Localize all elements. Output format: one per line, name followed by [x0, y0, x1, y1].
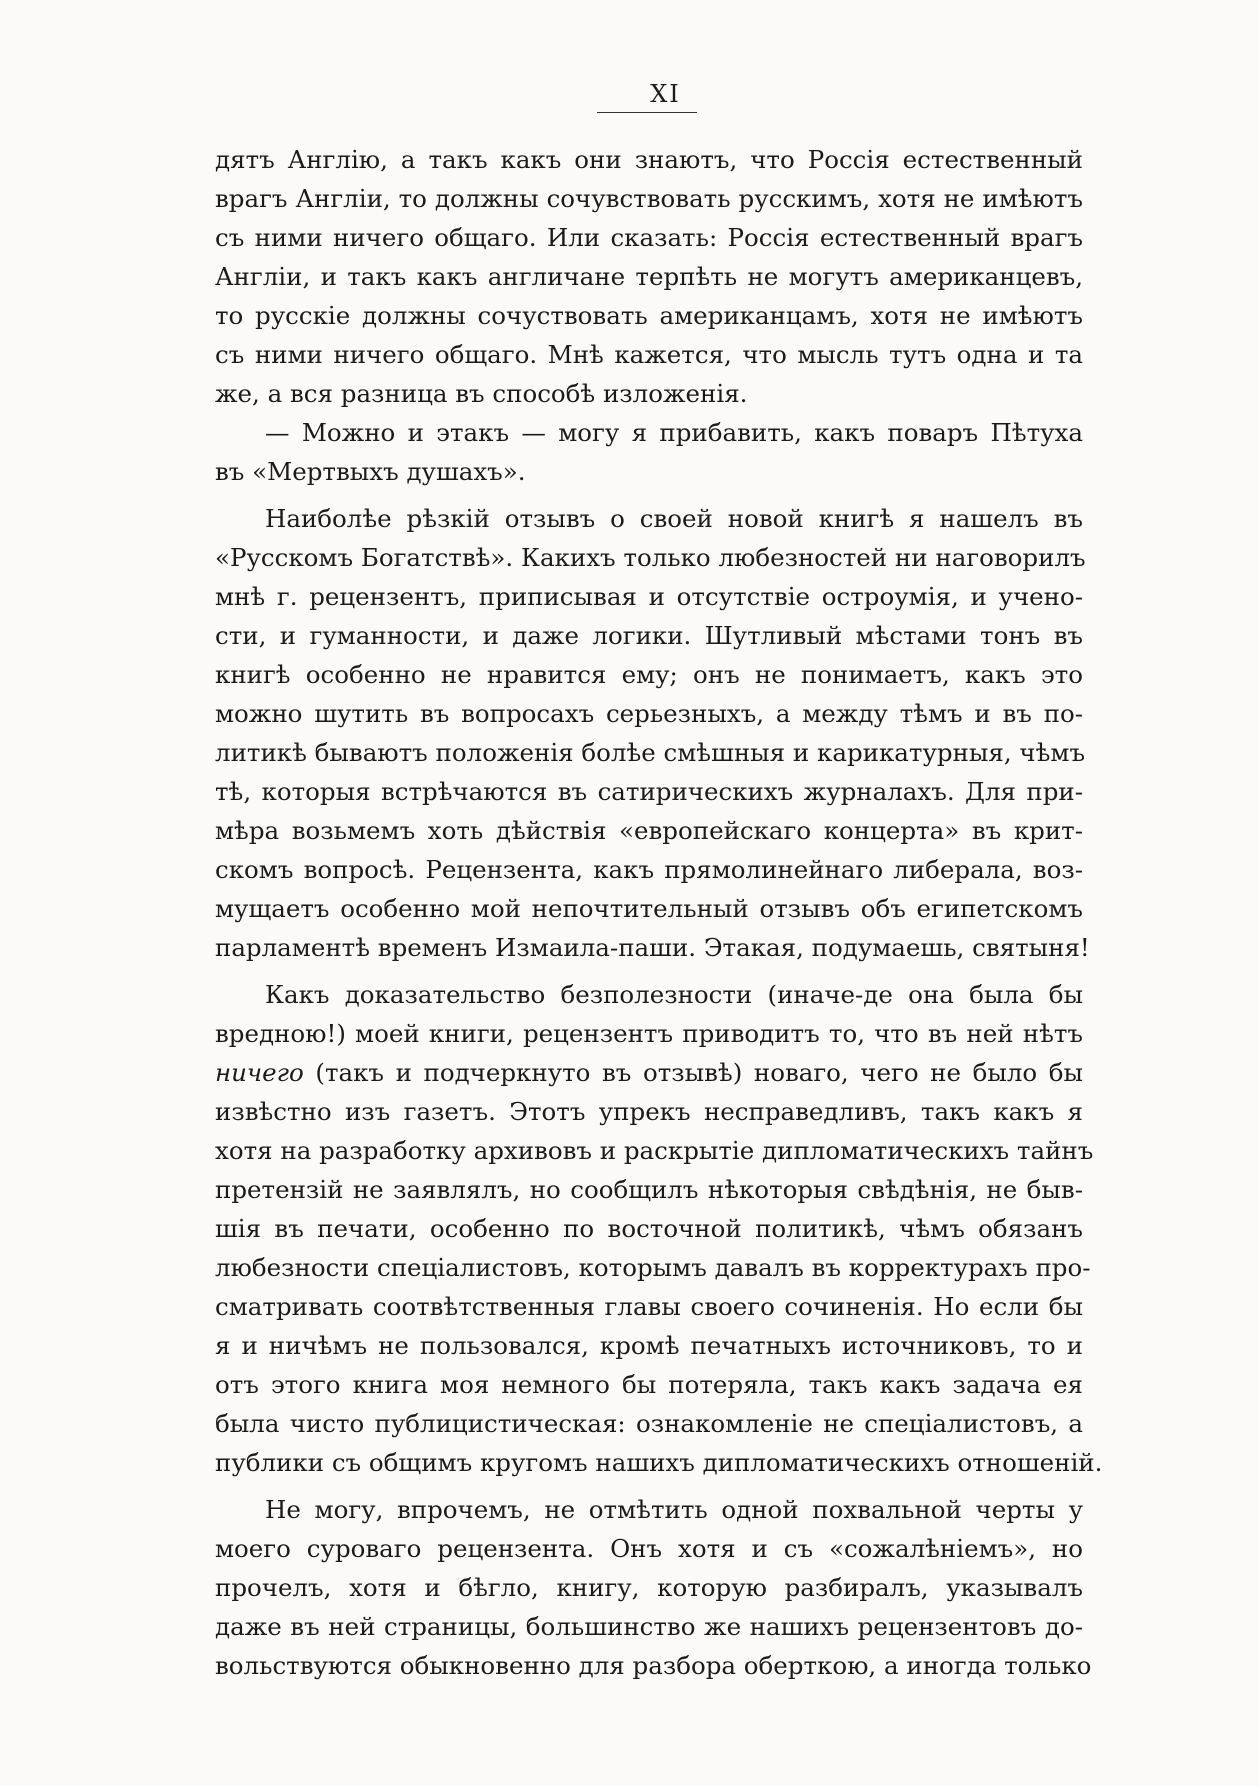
text-line: то русскіе должны сочуствовать американцамъ, хотя не имѣютъ: [215, 301, 1083, 330]
text-line: сти, и гуманности, и даже логики. Шутливый мѣстами тонъ въ: [215, 621, 1083, 650]
text-line: моего суроваго рецензента. Онъ хотя и съ «сожалѣніемъ», но: [215, 1534, 1083, 1563]
text-line: я и ничѣмъ не пользовался, кромѣ печатныхъ источниковъ, то и: [215, 1331, 1083, 1360]
paragraph: [215, 140, 1083, 413]
text-line: дятъ Англію, а такъ какъ они знаютъ, что Россія естественный: [215, 145, 1083, 174]
text-line-with-italic: [215, 1053, 1083, 1092]
text-line: вредною!) моей книги, рецензентъ приводитъ то, что въ ней нѣтъ: [215, 1019, 1083, 1048]
header-rule: [597, 112, 697, 113]
paragraph: [215, 413, 1083, 491]
text-line: любезности спеціалистовъ, которымъ давалъ въ корректурахъ про-: [215, 1253, 1091, 1282]
line-remainder: (такъ и подчеркнуто въ отзывѣ) новаго, чего не было бы: [303, 1058, 1083, 1087]
text-line: — Можно и этакъ — могу я прибавить, какъ поваръ Пѣтуха: [265, 418, 1083, 447]
text-line: книгѣ особенно не нравится ему; онъ не понимаетъ, какъ это: [215, 660, 1083, 689]
text-line: литикѣ бываютъ положенія болѣе смѣшныя и карикатурныя, чѣмъ: [215, 738, 1086, 767]
text-line: Англіи, и такъ какъ англичане терпѣть не могутъ американцевъ,: [215, 262, 1083, 291]
text-line: даже въ ней страницы, большинство же нашихъ рецензентовъ до-: [215, 1612, 1083, 1641]
page-number: XI: [650, 80, 681, 108]
body-text: [215, 140, 1103, 1685]
text-line: шія въ печати, особенно по восточной политикѣ, чѣмъ обязанъ: [215, 1214, 1083, 1243]
text-line: сматривать соотвѣтственныя главы своего сочиненія. Но если бы: [215, 1292, 1083, 1321]
text-line: мнѣ г. рецензентъ, приписывая и отсутствіе остроумія, и учено-: [215, 582, 1083, 611]
text-line: публики съ общимъ кругомъ нашихъ дипломатическихъ отношеній.: [215, 1448, 1103, 1477]
text-line: Наиболѣе рѣзкій отзывъ о своей новой книгѣ я нашелъ въ: [265, 504, 1083, 533]
text-line: врагъ Англіи, то должны сочувствовать русскимъ, хотя не имѣютъ: [215, 184, 1083, 213]
text-line: «Русскомъ Богатствѣ». Какихъ только любезностей ни наговорилъ: [215, 543, 1086, 572]
paragraph: [215, 499, 1090, 967]
text-line: претензій не заявлялъ, но сообщилъ нѣкоторыя свѣдѣнія, не быв-: [215, 1175, 1083, 1204]
italic-emphasis: ничего: [215, 1058, 304, 1087]
text-line: тѣ, которыя встрѣчаются въ сатирическихъ журналахъ. Для при-: [215, 777, 1083, 806]
text-line: скомъ вопросѣ. Рецензента, какъ прямолинейнаго либерала, воз-: [215, 855, 1083, 884]
paragraph: [215, 975, 1103, 1482]
text-line: мущаетъ особенно мой непочтительный отзывъ объ египетскомъ: [215, 894, 1083, 923]
text-line: отъ этого книга моя немного бы потеряла, такъ какъ задача ея: [215, 1370, 1083, 1399]
text-line: Какъ доказательство безполезности (иначе-де она была бы: [265, 980, 1083, 1009]
text-line: съ ними ничего общаго. Или сказать: Россія естественный врагъ: [215, 223, 1083, 252]
text-line: была чисто публицистическая: ознакомленіе не спеціалистовъ, а: [215, 1409, 1083, 1438]
text-line: вольствуются обыкновенно для разбора оберткою, а иногда только: [215, 1651, 1092, 1680]
text-line: же, а вся разница въ способѣ изложенія.: [215, 379, 748, 408]
paragraph: [215, 1490, 1092, 1685]
text-line: можно шутить въ вопросахъ серьезныхъ, а между тѣмъ и въ по-: [215, 699, 1083, 728]
text-line: извѣстно изъ газетъ. Этотъ упрекъ несправедливъ, такъ какъ я: [215, 1097, 1083, 1126]
text-line: прочелъ, хотя и бѣгло, книгу, которую разбиралъ, указывалъ: [215, 1573, 1083, 1602]
text-line: парламентѣ временъ Измаила-паши. Этакая, подумаешь, святыня!: [215, 933, 1090, 962]
text-line: въ «Мертвыхъ душахъ».: [215, 457, 526, 486]
text-line: съ ними ничего общаго. Мнѣ кажется, что мысль тутъ одна и та: [215, 340, 1083, 369]
text-line: Не могу, впрочемъ, не отмѣтить одной похвальной черты у: [265, 1495, 1083, 1524]
text-line: мѣра возьмемъ хоть дѣйствія «европейскаго концерта» въ крит-: [215, 816, 1083, 845]
text-line: хотя на разработку архивовъ и раскрытіе дипломатическихъ тайнъ: [215, 1136, 1094, 1165]
